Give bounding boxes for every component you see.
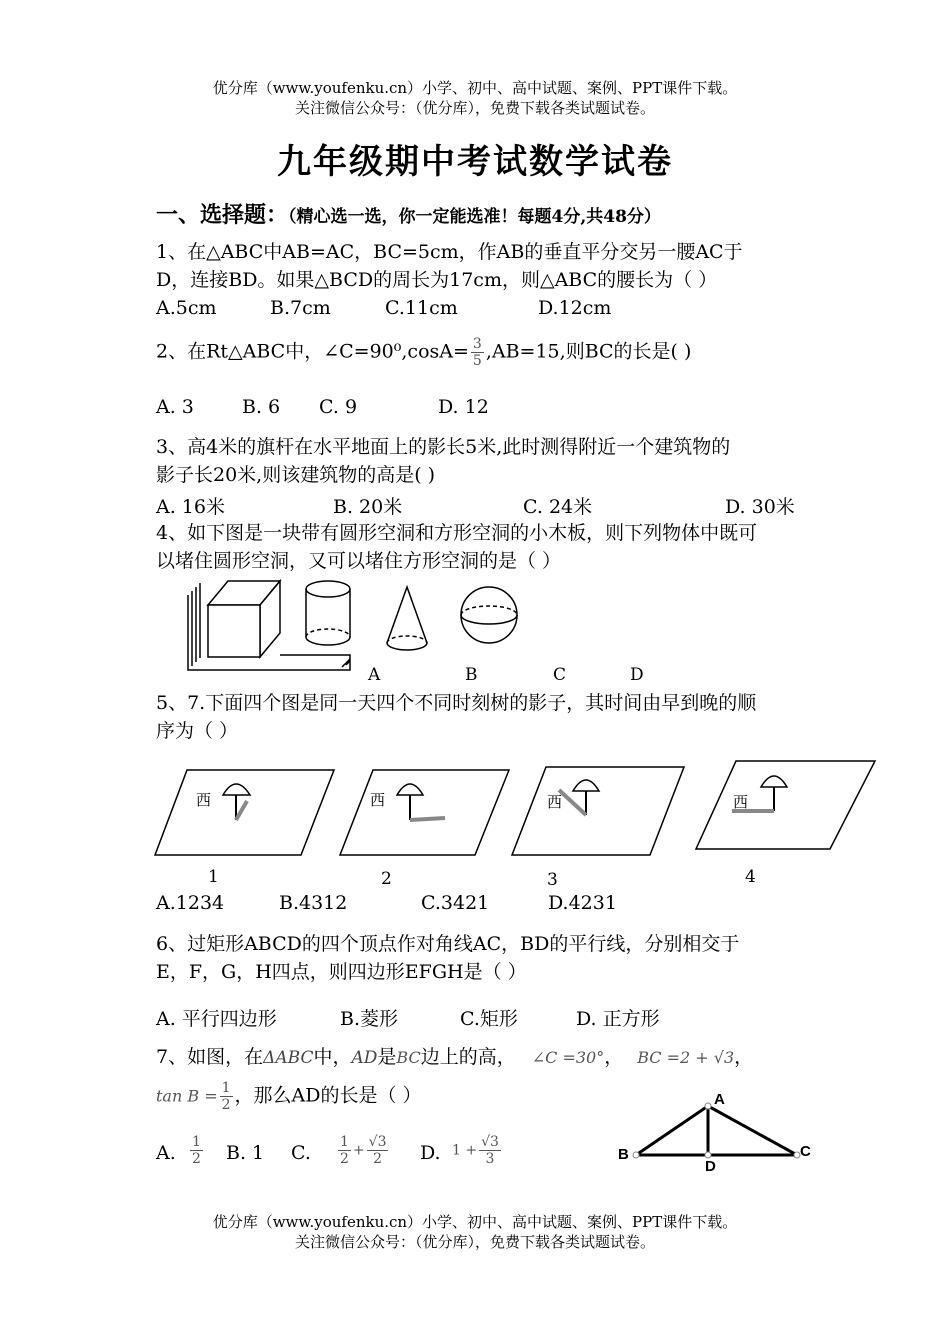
q5-figure bbox=[150, 755, 880, 865]
west-label-3: 西 bbox=[547, 793, 563, 811]
q7-option-c bbox=[336, 1134, 390, 1167]
q7-option-a-fraction bbox=[190, 1134, 203, 1167]
q5-figure-number-1: 1 bbox=[208, 867, 219, 887]
q2-option-d: D. 12 bbox=[438, 396, 489, 418]
q7-pre: 7、如图，在 bbox=[156, 1046, 264, 1068]
q6-option-c: C.矩形 bbox=[460, 1008, 518, 1030]
shadow-panel-2 bbox=[340, 770, 509, 855]
q6-option-a: A. 平行四边形 bbox=[156, 1008, 277, 1030]
q7-option-d-den: 3 bbox=[485, 1151, 495, 1167]
q1-line-1: 1、在△ABC中AB=AC，BC=5cm，作AB的垂直平分交另一腰AC于 bbox=[156, 241, 743, 263]
q7-tan-fraction bbox=[220, 1080, 233, 1113]
q3-option-c: C. 24米 bbox=[523, 496, 593, 518]
q5-option-b: B.4312 bbox=[279, 892, 348, 914]
q7-angle: ∠C =30° bbox=[531, 1048, 605, 1067]
q4-label-c: C bbox=[553, 665, 567, 685]
q3-option-d: D. 30米 bbox=[725, 496, 795, 518]
tree-shadow-3 bbox=[559, 790, 586, 815]
q7-comma1: ， bbox=[604, 1046, 624, 1068]
q7-ad: AD bbox=[351, 1048, 378, 1068]
q7-option-c-frac1 bbox=[338, 1134, 351, 1167]
q7-option-c-plus: + bbox=[352, 1142, 365, 1159]
q1-option-a: A.5cm bbox=[156, 297, 217, 319]
q7-option-d bbox=[452, 1134, 503, 1167]
q1-line-2: D，连接BD。如果△BCD的周长为17cm，则△ABC的腰长为（ ） bbox=[156, 269, 718, 291]
q2-option-c: C. 9 bbox=[319, 396, 358, 418]
q5-line-1: 5、7.下面四个图是同一天四个不同时刻树的影子，其时间由早到晚的顺 bbox=[156, 692, 757, 714]
vertex-c-label: C bbox=[800, 1143, 811, 1160]
q7-comma2: ， bbox=[734, 1046, 754, 1068]
q7-tan-num: 1 bbox=[221, 1080, 231, 1096]
tree-crown-2 bbox=[397, 784, 423, 795]
q2-pre: 2、在Rt△ABC中，∠C=90⁰,cosA= bbox=[156, 340, 469, 363]
q7-line-2 bbox=[156, 1080, 422, 1113]
q7-line-1 bbox=[156, 1043, 753, 1072]
q2-frac-num: 3 bbox=[472, 336, 482, 352]
cone-shape bbox=[387, 587, 427, 650]
q4-label-d: D bbox=[630, 665, 644, 685]
q7-bc-value: BC =2 + √3 bbox=[637, 1048, 735, 1067]
west-label-2: 西 bbox=[370, 791, 386, 809]
q3-option-a: A. 16米 bbox=[156, 496, 225, 518]
cylinder-shape bbox=[306, 581, 350, 645]
q2-question bbox=[156, 336, 691, 369]
q7-option-a-num: 1 bbox=[192, 1134, 201, 1150]
cube-shape bbox=[208, 581, 280, 657]
footer-line-2: 关注微信公众号：（优分库），免费下载各类试题试卷。 bbox=[294, 1233, 655, 1251]
q3-option-b: B. 20米 bbox=[333, 496, 403, 518]
q4-line-2: 以堵住圆形空洞，又可以堵住方形空洞的是（ ） bbox=[156, 550, 562, 572]
q4-figure bbox=[180, 575, 540, 675]
vertex-a-label: A bbox=[714, 1091, 725, 1108]
q6-option-d: D. 正方形 bbox=[576, 1008, 660, 1030]
q5-figure-number-3: 3 bbox=[547, 870, 558, 890]
q5-figure-number-2: 2 bbox=[381, 869, 392, 889]
q7-option-c-n2: √3 bbox=[368, 1134, 387, 1150]
q7-option-c-label: C. bbox=[291, 1142, 311, 1164]
shadow-panel-3 bbox=[512, 767, 684, 855]
q7-option-d-fraction bbox=[479, 1134, 501, 1167]
q5-option-c: C.3421 bbox=[421, 892, 490, 914]
tree-shadow-1 bbox=[236, 801, 247, 820]
q4-label-a: A bbox=[368, 665, 381, 685]
q7-option-b: B. 1 bbox=[226, 1142, 265, 1164]
section-note: （精心选一选，你一定能选准！每题4分,共48分） bbox=[288, 207, 661, 227]
tree-crown-1 bbox=[223, 784, 250, 795]
shadow-panel-4 bbox=[696, 761, 875, 849]
q7-option-a-label: A. bbox=[156, 1142, 176, 1164]
vertex-d-label: D bbox=[705, 1158, 716, 1175]
section-heading: 一、选择题： bbox=[156, 202, 289, 228]
q1-option-b: B.7cm bbox=[270, 297, 331, 319]
q7-mid2: 是 bbox=[377, 1046, 397, 1068]
q7-option-c-d1: 2 bbox=[340, 1151, 349, 1167]
q7-option-c-n1: 1 bbox=[340, 1134, 349, 1150]
q6-line-2: E，F，G，H四点，则四边形EFGH是（ ） bbox=[156, 961, 527, 983]
q7-tan-den: 2 bbox=[221, 1097, 231, 1113]
q7-mid3: 边上的高， bbox=[420, 1046, 516, 1068]
q1-option-c: C.11cm bbox=[385, 297, 458, 319]
q1-option-d: D.12cm bbox=[538, 297, 612, 319]
q2-frac-den: 5 bbox=[472, 353, 482, 369]
header-line-2: 关注微信公众号：（优分库），免费下载各类试题试卷。 bbox=[294, 99, 655, 117]
page-title: 九年级期中考试数学试卷 bbox=[277, 142, 673, 182]
q7-mid1: 中， bbox=[313, 1046, 352, 1068]
q4-label-b: B bbox=[465, 665, 478, 685]
q2-option-b: B. 6 bbox=[242, 396, 281, 418]
q7-option-a bbox=[188, 1134, 205, 1167]
q2-post: ,AB=15,则BC的长是( ) bbox=[485, 340, 692, 363]
q5-option-a: A.1234 bbox=[156, 892, 225, 914]
sphere-shape bbox=[461, 587, 517, 643]
q3-line-2: 影子长20米,则该建筑物的高是( ) bbox=[156, 464, 436, 486]
q7-bc: BC bbox=[396, 1048, 421, 1067]
q7-triangle: ΔABC bbox=[263, 1048, 314, 1068]
q6-option-b: B.菱形 bbox=[340, 1008, 399, 1030]
header-line-1: 优分库（www.youfenku.cn）小学、初中、高中试题、案例、PPT课件下载。 bbox=[212, 79, 738, 97]
q7-tanb: tan B = bbox=[156, 1086, 218, 1106]
q3-line-1: 3、高4米的旗杆在水平地面上的影长5米,此时测得附近一个建筑物的 bbox=[156, 436, 731, 458]
footer-line-1: 优分库（www.youfenku.cn）小学、初中、高中试题、案例、PPT课件下载。 bbox=[212, 1213, 738, 1231]
q7-option-d-label: D. bbox=[420, 1142, 441, 1164]
q4-line-1: 4、如下图是一块带有圆形空洞和方形空洞的小木板，则下列物体中既可 bbox=[156, 522, 758, 544]
section-heading-row bbox=[156, 198, 661, 229]
q7-option-d-one: 1 + bbox=[452, 1142, 478, 1159]
q7-option-a-den: 2 bbox=[192, 1151, 201, 1167]
side-ac bbox=[708, 1106, 797, 1155]
q7-line2-post: ，那么AD的长是（ ） bbox=[234, 1084, 422, 1107]
q2-fraction bbox=[471, 336, 484, 369]
west-label-4: 西 bbox=[733, 793, 749, 811]
q6-line-1: 6、过矩形ABCD的四个顶点作对角线AC，BD的平行线，分别相交于 bbox=[156, 933, 740, 955]
q7-option-d-num: √3 bbox=[481, 1134, 499, 1150]
tree-crown-3 bbox=[573, 780, 599, 791]
tree-crown-4 bbox=[761, 776, 787, 787]
side-ab bbox=[636, 1106, 708, 1155]
q5-line-2: 序为（ ） bbox=[156, 720, 239, 742]
q7-triangle-figure bbox=[610, 1088, 820, 1178]
q5-option-d: D.4231 bbox=[548, 892, 617, 914]
vertex-b-label: B bbox=[618, 1146, 629, 1163]
west-label-1: 西 bbox=[196, 791, 212, 809]
q5-figure-number-4: 4 bbox=[745, 867, 756, 887]
tree-shadow-2 bbox=[410, 818, 445, 820]
shadow-panel-1 bbox=[155, 770, 334, 855]
q2-option-a: A. 3 bbox=[156, 396, 194, 418]
q7-option-c-frac2 bbox=[367, 1134, 389, 1167]
q7-option-c-d2: 2 bbox=[373, 1151, 383, 1167]
